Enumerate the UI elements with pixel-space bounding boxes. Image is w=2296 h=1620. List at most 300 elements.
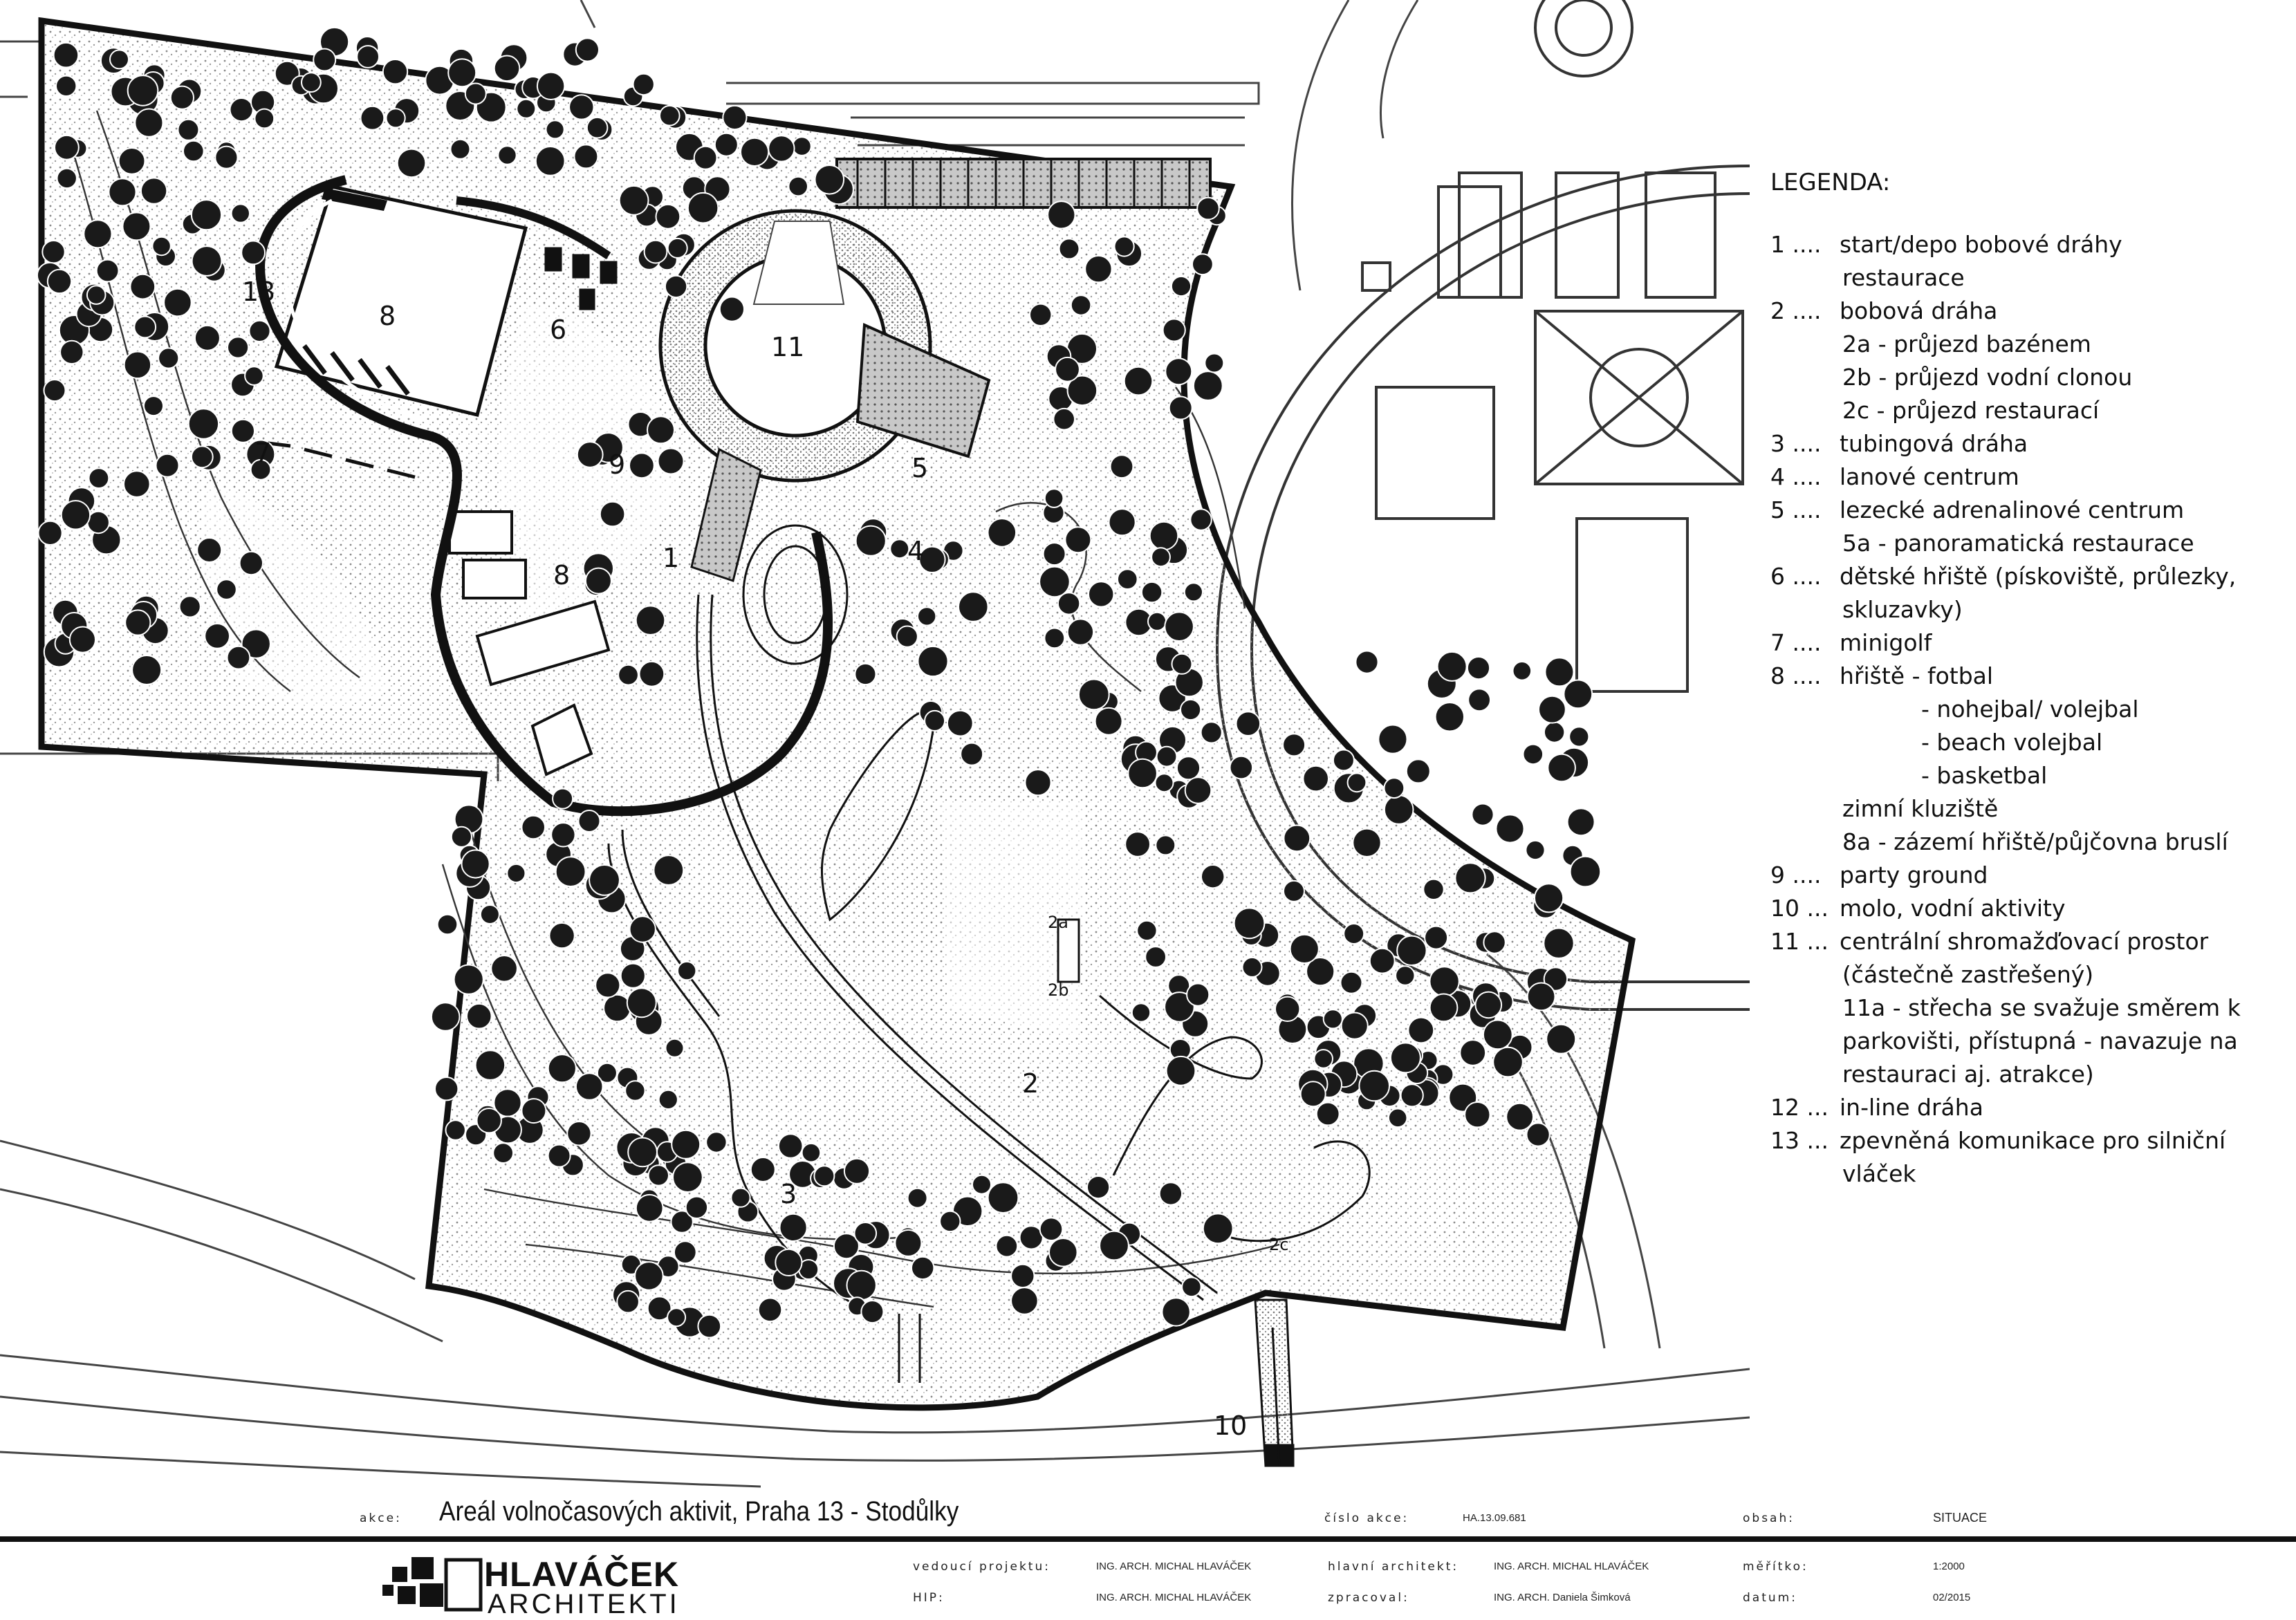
tree-symbol — [62, 501, 90, 529]
legend-item-text: bobová dráha — [1840, 297, 1998, 324]
tree-symbol — [1087, 1176, 1109, 1198]
tree-symbol — [1385, 795, 1414, 824]
legend-subitem: restauraci aj. atrakce) — [1842, 1061, 2094, 1088]
tree-symbol — [844, 1159, 869, 1184]
tree-symbol — [84, 220, 111, 248]
legend-item-number: 12 ... — [1770, 1094, 1829, 1121]
tree-symbol — [132, 655, 161, 685]
tree-symbol — [178, 120, 198, 140]
tree-symbol — [1344, 924, 1364, 944]
tree-symbol — [197, 538, 221, 562]
tree-symbol — [1397, 936, 1426, 965]
tree-symbol — [947, 711, 973, 736]
tree-symbol — [814, 1166, 834, 1186]
tree-symbol — [678, 962, 696, 980]
datum-value: 02/2015 — [1933, 1592, 1971, 1603]
tree-symbol — [55, 136, 79, 160]
legend-item-number: 6 .... — [1770, 563, 1822, 590]
legend-item-text: lanové centrum — [1840, 463, 2019, 490]
tree-symbol — [1455, 863, 1485, 893]
tree-symbol — [731, 1189, 750, 1207]
tree-symbol — [617, 1291, 639, 1313]
legend-item-text: in-line dráha — [1840, 1094, 1983, 1121]
tree-symbol — [1389, 1109, 1407, 1128]
tree-symbol — [448, 59, 476, 86]
tree-symbol — [1053, 409, 1075, 430]
label-9: 9 — [609, 449, 626, 480]
tree-symbol — [1071, 295, 1091, 315]
logo-subtitle: ARCHITEKTI — [488, 1589, 680, 1619]
tree-symbol — [1124, 367, 1153, 395]
tree-symbol — [972, 1175, 991, 1194]
tree-symbol — [109, 178, 136, 205]
legend-subitem: parkovišti, přístupná - navazuje na — [1842, 1027, 2238, 1054]
tree-symbol — [357, 46, 379, 68]
legend-subitem: 11a - střecha se svažuje směrem k — [1842, 994, 2241, 1021]
tree-symbol — [128, 75, 158, 106]
tree-symbol — [961, 743, 983, 765]
tree-symbol — [546, 120, 564, 138]
tree-symbol — [1085, 256, 1111, 282]
tree-symbol — [698, 1315, 721, 1338]
tree-symbol — [636, 606, 665, 635]
tree-symbol — [780, 1214, 807, 1241]
legend-item — [1770, 494, 2282, 527]
tree-symbol — [636, 1195, 663, 1222]
tree-symbol — [192, 200, 221, 230]
tree-symbol — [48, 270, 71, 293]
tree-symbol — [130, 274, 155, 299]
tree-symbol — [1436, 702, 1464, 731]
tree-symbol — [205, 624, 230, 649]
tree-symbol — [452, 827, 472, 847]
tree-symbol — [694, 147, 717, 169]
tree-symbol — [1190, 509, 1211, 530]
meritko-label: měřítko: — [1743, 1560, 1808, 1574]
tree-symbol — [156, 454, 179, 477]
tree-symbol — [97, 260, 119, 282]
tree-symbol — [215, 147, 237, 169]
label-13: 13 — [242, 277, 276, 307]
tree-symbol — [1237, 711, 1261, 736]
logo-wordmark: HLAVÁČEK — [484, 1555, 680, 1594]
tree-symbol — [630, 916, 656, 942]
tree-symbol — [1545, 658, 1573, 686]
tree-symbol — [1125, 832, 1150, 857]
tree-symbol — [462, 850, 490, 877]
tree-symbol — [1396, 966, 1414, 985]
tree-symbol — [183, 141, 204, 162]
tree-symbol — [706, 1132, 726, 1152]
tree-symbol — [1468, 689, 1490, 711]
tree-symbol — [1185, 777, 1212, 803]
label-10: 10 — [1214, 1410, 1248, 1441]
tree-symbol — [1341, 972, 1362, 994]
tree-symbol — [775, 1249, 802, 1276]
tree-symbol — [633, 74, 654, 95]
legend-item — [1770, 1091, 2282, 1124]
label-2a: 2a — [1048, 913, 1068, 932]
legend-item-number: 4 .... — [1770, 463, 1822, 490]
title-block-rule — [0, 1536, 2296, 1542]
tree-symbol — [1205, 354, 1223, 373]
tree-symbol — [1324, 1009, 1342, 1028]
tree-symbol — [660, 106, 680, 126]
label-7: 7 — [254, 438, 272, 468]
tree-symbol — [940, 1211, 960, 1231]
tree-symbol — [1284, 826, 1310, 852]
tree-symbol — [241, 241, 265, 265]
tree-symbol — [1483, 931, 1505, 953]
tree-symbol — [134, 317, 156, 338]
tree-symbol — [1535, 884, 1563, 912]
tree-symbol — [1391, 1043, 1420, 1072]
legend-subitem: - basketbal — [1921, 762, 2048, 789]
tree-symbol — [1544, 722, 1564, 742]
tree-symbol — [477, 1108, 501, 1133]
label-11: 11 — [771, 332, 805, 362]
hip-value: ING. ARCH. MICHAL HLAVÁČEK — [1096, 1592, 1252, 1603]
tree-symbol — [741, 138, 768, 166]
tree-symbol — [1137, 921, 1156, 940]
tree-symbol — [1548, 754, 1575, 782]
tree-symbol — [618, 665, 638, 685]
tree-symbol — [1571, 857, 1601, 887]
tree-symbol — [1048, 201, 1075, 228]
tree-symbol — [715, 133, 738, 156]
tree-symbol — [1157, 747, 1177, 767]
tree-symbol — [70, 627, 95, 653]
tree-symbol — [1044, 629, 1064, 649]
legend-title: LEGENDA: — [1770, 169, 1891, 196]
tree-symbol — [897, 626, 918, 647]
tree-symbol — [493, 1143, 513, 1163]
tree-symbol — [656, 205, 681, 229]
tree-symbol — [567, 1121, 591, 1145]
tree-symbol — [192, 246, 222, 276]
label-8-field: 8 — [379, 301, 396, 331]
legend-item-continuation: (částečně zastřešený) — [1842, 961, 2094, 988]
legend-item-continuation: skluzavky) — [1842, 596, 1963, 623]
tree-symbol — [491, 956, 517, 982]
tree-symbol — [621, 964, 645, 988]
tree-symbol — [595, 973, 620, 997]
tree-symbol — [1460, 1040, 1485, 1065]
tree-symbol — [180, 596, 201, 617]
tree-symbol — [768, 136, 794, 161]
tree-symbol — [192, 446, 213, 467]
tree-symbol — [673, 1162, 703, 1192]
legend-item-number: 9 .... — [1770, 862, 1822, 888]
tree-symbol — [1059, 239, 1080, 259]
tree-symbol — [793, 137, 811, 156]
tree-symbol — [245, 366, 263, 385]
tree-symbol — [861, 1301, 883, 1323]
legend-item — [1770, 892, 2282, 925]
tree-symbol — [1564, 680, 1592, 709]
tree-symbol — [1348, 773, 1367, 792]
tree-symbol — [918, 646, 947, 676]
tree-symbol — [230, 98, 253, 121]
vedouci-projektu-value: ING. ARCH. MICHAL HLAVÁČEK — [1096, 1561, 1252, 1572]
tree-symbol — [576, 1073, 603, 1100]
legend-items — [1770, 228, 2282, 1191]
tree-symbol — [759, 1298, 782, 1322]
tree-symbol — [625, 1081, 645, 1100]
tree-symbol — [890, 539, 909, 558]
tree-symbol — [635, 1262, 663, 1290]
tree-symbol — [1187, 984, 1209, 1006]
tree-symbol — [451, 140, 470, 159]
tree-symbol — [249, 321, 270, 342]
tree-symbol — [1177, 756, 1200, 779]
tree-symbol — [649, 1165, 669, 1185]
tree-symbol — [674, 1241, 696, 1263]
tree-symbol — [1539, 696, 1566, 723]
legend-item — [1770, 560, 2282, 593]
tree-symbol — [627, 988, 656, 1017]
tree-symbol — [1476, 992, 1502, 1018]
tree-symbol — [553, 789, 573, 809]
legend-item-text: zpevněná komunikace pro silniční — [1840, 1127, 2226, 1154]
legend-item-number: 8 .... — [1770, 662, 1822, 689]
legend-item-continuation: zimní kluziště — [1842, 795, 1999, 822]
tree-symbol — [911, 1257, 934, 1279]
tree-symbol — [802, 1144, 821, 1162]
legend-item-number: 3 .... — [1770, 430, 1822, 457]
tree-symbol — [640, 662, 665, 687]
tree-symbol — [1496, 814, 1524, 842]
tree-symbol — [688, 193, 719, 223]
tree-symbol — [195, 326, 220, 351]
tree-symbol — [302, 73, 321, 92]
tree-symbol — [1145, 947, 1166, 967]
tree-symbol — [815, 165, 844, 194]
hlavni-architekt-label: hlavní architekt: — [1328, 1560, 1459, 1574]
legend-item-number: 11 ... — [1770, 928, 1829, 955]
tree-symbol — [569, 95, 593, 119]
legend-item-text: hřiště - fotbal — [1840, 662, 1994, 689]
tree-symbol — [1203, 1213, 1233, 1243]
label-8-ancillary: 8 — [553, 560, 571, 590]
tree-symbol — [1044, 543, 1066, 565]
legend-item — [1770, 427, 2282, 460]
tree-symbol — [1425, 927, 1447, 949]
tree-symbol — [586, 568, 611, 594]
tree-symbol — [1142, 582, 1162, 602]
tree-symbol — [383, 59, 407, 84]
tree-symbol — [666, 1039, 684, 1057]
tree-symbol — [1234, 908, 1265, 938]
tree-symbol — [548, 1054, 576, 1082]
tree-symbol — [1172, 654, 1192, 674]
tree-symbol — [1160, 1182, 1182, 1204]
tree-symbol — [1333, 750, 1354, 771]
tree-symbol — [855, 664, 876, 685]
tree-symbol — [141, 178, 167, 203]
tree-symbol — [164, 289, 192, 317]
legend-subitem: 2a - průjezd bazénem — [1842, 330, 2091, 357]
tree-symbol — [1528, 983, 1555, 1011]
tree-symbol — [1524, 745, 1544, 765]
tree-symbol — [1049, 1238, 1077, 1267]
legend-item — [1770, 460, 2282, 494]
datum-label: datum: — [1743, 1591, 1797, 1605]
tree-symbol — [1100, 1231, 1129, 1260]
legend-item — [1770, 660, 2282, 693]
legend-item-text: tubingová dráha — [1840, 430, 2028, 457]
tree-symbol — [628, 1138, 657, 1167]
tree-symbol — [1429, 967, 1459, 996]
tree-symbol — [1275, 997, 1299, 1021]
tree-symbol — [779, 1134, 803, 1158]
label-6: 6 — [550, 315, 567, 345]
tree-symbol — [498, 146, 516, 164]
tree-symbol — [1068, 619, 1093, 644]
tree-symbol — [720, 297, 744, 322]
tree-symbol — [788, 177, 808, 196]
hlavni-architekt-value: ING. ARCH. MICHAL HLAVÁČEK — [1494, 1561, 1649, 1572]
tree-symbol — [1569, 727, 1589, 746]
tree-symbol — [574, 145, 598, 168]
tree-symbol — [521, 816, 545, 839]
legend-subitem: 2c - průjezd restaurací — [1842, 397, 2100, 424]
tree-symbol — [135, 109, 163, 137]
tree-symbol — [1513, 662, 1532, 680]
tree-symbol — [1156, 774, 1174, 792]
tree-symbol — [908, 1189, 927, 1208]
tree-symbol — [1472, 804, 1493, 826]
tree-symbol — [895, 1230, 921, 1256]
tree-symbol — [228, 646, 250, 669]
tree-symbol — [959, 592, 988, 622]
tree-symbol — [647, 416, 674, 443]
legend-item-text: party ground — [1840, 862, 1988, 888]
tree-symbol — [629, 453, 654, 478]
tree-symbol — [124, 352, 151, 379]
tree-symbol — [1201, 865, 1224, 888]
tree-symbol — [548, 1145, 571, 1167]
legend-item-continuation: restaurace — [1842, 264, 1965, 291]
tree-symbol — [1030, 304, 1051, 326]
legend-item-text: centrální shromažďovací prostor — [1840, 928, 2209, 955]
tree-symbol — [1172, 277, 1191, 296]
tree-symbol — [751, 1157, 775, 1182]
label-5: 5 — [911, 453, 929, 483]
tree-symbol — [665, 276, 687, 297]
tree-symbol — [467, 1004, 492, 1029]
legend-item-text: lezecké adrenalinové centrum — [1840, 496, 2185, 523]
tree-symbol — [1148, 613, 1166, 631]
tree-symbol — [604, 995, 631, 1022]
tree-symbol — [1493, 1048, 1523, 1077]
tree-symbol — [589, 865, 620, 895]
tree-symbol — [537, 73, 564, 100]
tree-symbol — [240, 552, 263, 575]
tree-symbol — [855, 1222, 877, 1245]
tree-symbol — [313, 49, 335, 71]
tree-symbol — [847, 1271, 876, 1300]
tree-symbol — [925, 711, 945, 731]
tree-symbol — [125, 610, 150, 635]
tree-symbol — [88, 512, 109, 533]
tree-symbol — [1527, 1123, 1550, 1146]
tree-symbol — [996, 1236, 1017, 1257]
tree-symbol — [438, 915, 458, 935]
legend-subitem: - beach volejbal — [1921, 729, 2103, 756]
tree-symbol — [576, 38, 599, 61]
tree-symbol — [1109, 509, 1136, 535]
tree-symbol — [435, 1077, 458, 1100]
obsah-value: SITUACE — [1933, 1511, 1988, 1525]
tree-symbol — [1182, 1278, 1201, 1297]
tree-symbol — [1353, 829, 1380, 857]
tree-symbol — [60, 341, 83, 364]
tree-symbol — [1115, 236, 1134, 256]
tree-symbol — [668, 239, 687, 258]
tree-symbol — [1011, 1265, 1034, 1287]
tree-symbol — [1378, 725, 1407, 754]
tree-symbol — [1468, 657, 1490, 679]
tree-symbol — [654, 855, 683, 885]
tree-symbol — [1385, 778, 1405, 798]
tree-symbol — [171, 86, 194, 109]
legend-item-continuation: vláček — [1842, 1160, 1916, 1187]
legend-item-text: minigolf — [1840, 629, 1932, 656]
label-3: 3 — [780, 1179, 797, 1209]
tree-symbol — [158, 348, 178, 368]
tree-symbol — [494, 56, 520, 82]
legend-item-number: 5 .... — [1770, 496, 1822, 523]
tree-symbol — [1546, 1025, 1575, 1054]
tree-symbol — [1342, 1013, 1368, 1039]
tree-symbol — [1040, 1218, 1063, 1240]
tree-symbol — [1181, 700, 1201, 720]
tree-symbol — [1025, 770, 1050, 795]
zpracoval-value: ING. ARCH. Daniela Šimková — [1494, 1592, 1631, 1603]
tree-symbol — [1055, 357, 1080, 382]
tree-symbol — [1162, 1298, 1189, 1325]
cislo-akce-value: HA.13.09.681 — [1463, 1512, 1526, 1524]
legend-item — [1770, 295, 2282, 328]
legend-item-text: start/depo bobové dráhy — [1840, 231, 2122, 258]
tree-symbol — [521, 1099, 546, 1123]
tree-symbol — [454, 965, 483, 994]
legend-item-text: dětské hřiště (pískoviště, průlezky, — [1840, 563, 2237, 590]
tree-symbol — [1423, 879, 1443, 900]
akce-label: akce: — [360, 1511, 402, 1525]
legend-item — [1770, 925, 2282, 958]
tree-symbol — [216, 579, 237, 599]
tree-symbol — [1156, 835, 1175, 855]
tree-symbol — [988, 1182, 1019, 1213]
tree-symbol — [556, 857, 586, 886]
label-2b: 2b — [1048, 980, 1069, 1000]
tree-symbol — [361, 106, 385, 130]
tree-symbol — [536, 147, 565, 176]
tree-symbol — [1359, 1071, 1389, 1101]
tree-symbol — [124, 471, 150, 497]
tree-symbol — [856, 526, 886, 556]
tree-symbol — [119, 148, 145, 174]
tree-symbol — [1355, 651, 1378, 673]
tree-symbol — [658, 449, 684, 474]
label-2: 2 — [1022, 1068, 1039, 1099]
tree-symbol — [1169, 397, 1192, 420]
tree-symbol — [152, 237, 170, 255]
tree-symbol — [551, 823, 575, 846]
tree-symbol — [988, 519, 1017, 547]
